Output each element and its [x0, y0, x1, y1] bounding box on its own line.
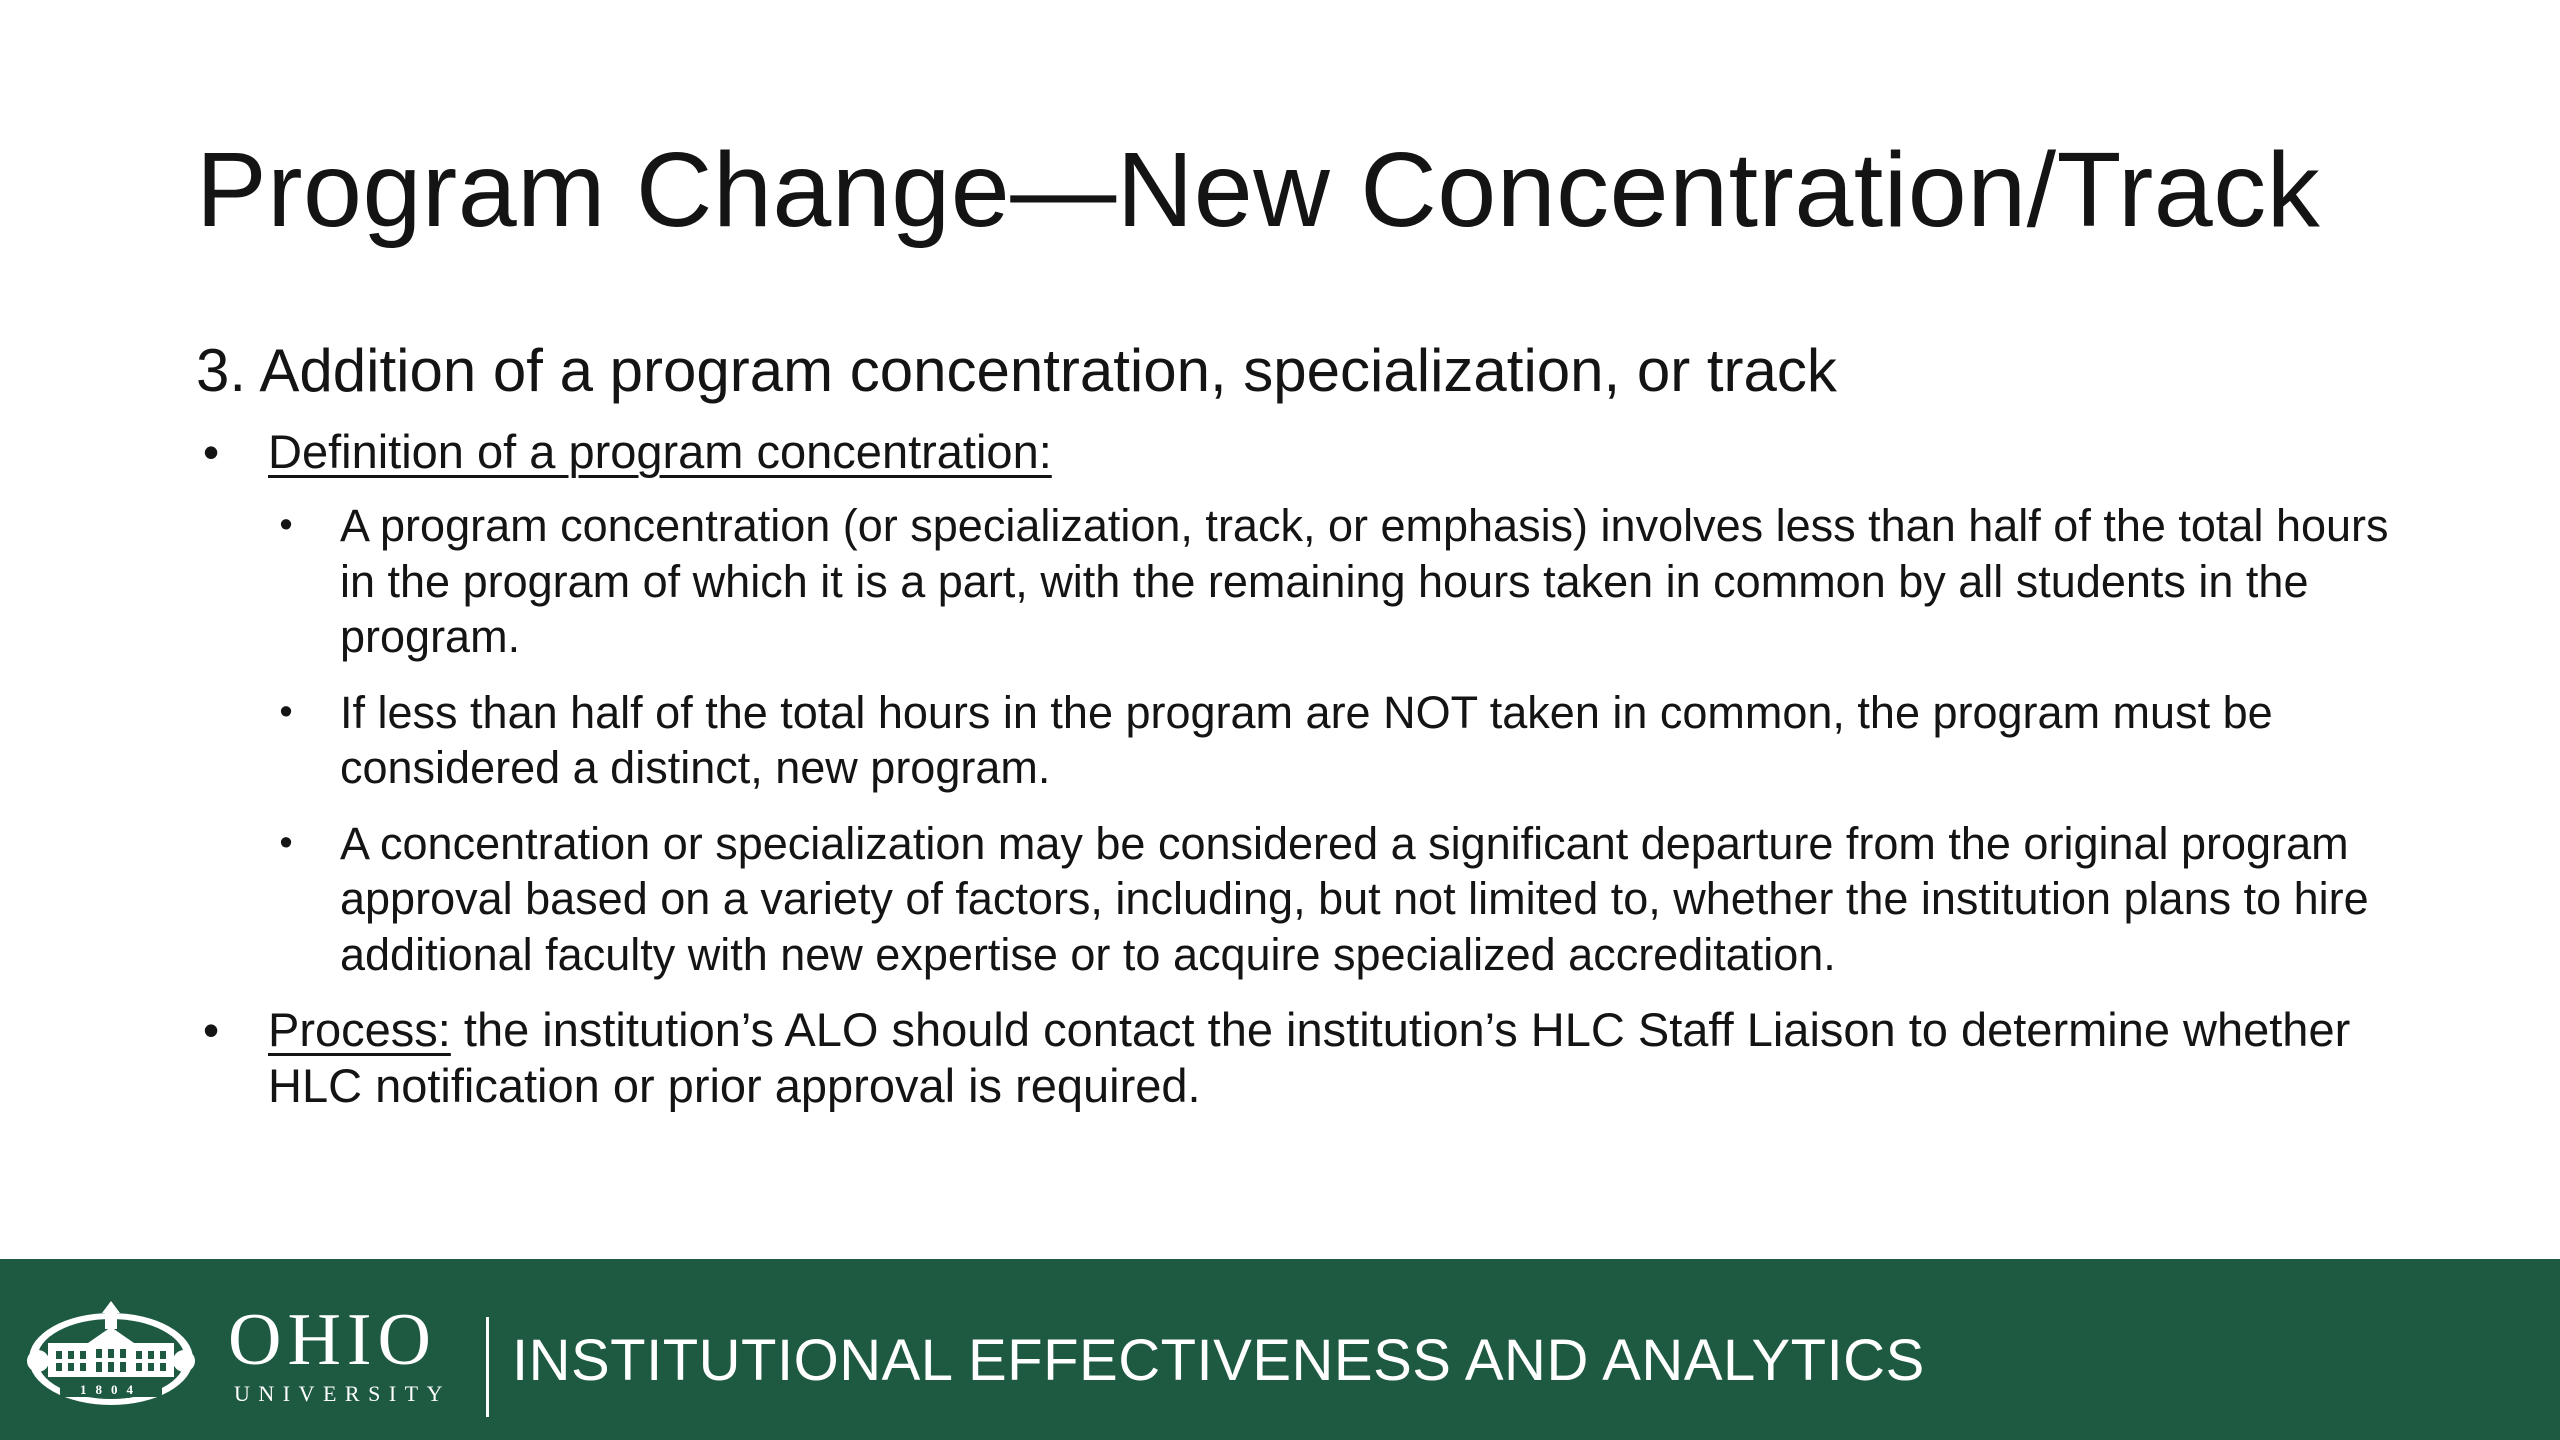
definition-item [196, 424, 2396, 982]
definition-point [268, 685, 2396, 796]
slide-title: Program Change—New Concentration/Track [196, 131, 2321, 249]
ohio-wordmark: OHIO [228, 1299, 437, 1381]
bullet-icon: • [202, 1004, 220, 1056]
department-name: INSTITUTIONAL EFFECTIVENESS AND ANALYTICS [512, 1328, 1925, 1393]
process-label: Process: [268, 1003, 451, 1056]
seal-year: 1804 [80, 1382, 142, 1397]
content-list [196, 424, 2396, 1114]
sub-bullet-icon: • [279, 690, 293, 733]
definition-points [268, 498, 2396, 982]
university-wordmark: UNIVERSITY [234, 1381, 451, 1406]
process-text: the institution’s ALO should contact the institution’s HLC Staff Liaison to determine whether HLC notification or prior approval is required. [268, 1003, 2351, 1112]
definition-point-text: A concentration or specialization may be considered a significant departure from the original program approval based on a variety of factors, including, but not limited to, whether the institution plans to hire additional faculty with new expertise or to acquire specialized accreditation. [340, 817, 2369, 980]
sub-bullet-icon: • [279, 504, 293, 546]
definition-point-text: If less than half of the total hours in the program are NOT taken in common, the program must be considered a distinct, new program. [340, 686, 2273, 793]
bullet-icon: • [202, 426, 220, 478]
definition-label: Definition of a program concentration: [268, 425, 1052, 478]
definition-point [268, 498, 2396, 665]
ohio-university-seal-icon [26, 1299, 196, 1407]
slide-subtitle: 3. Addition of a program concentration, specialization, or track [196, 337, 1837, 404]
process-item [196, 1002, 2396, 1114]
footer-banner [0, 1259, 2560, 1440]
footer-divider [486, 1317, 489, 1417]
definition-point-text: A program concentration (or specialization, track, or emphasis) involves less than half of the total hours in the program of which it is a part, with the remaining hours taken in common by all students in the program. [340, 500, 2389, 662]
definition-point [268, 816, 2396, 983]
sub-bullet-icon: • [279, 821, 293, 864]
